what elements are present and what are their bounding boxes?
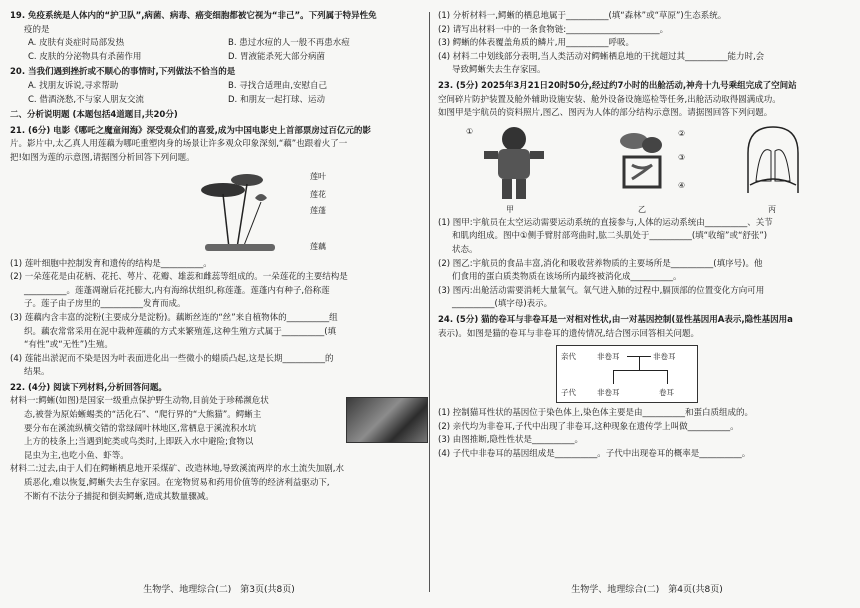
q21-line2: 片。影片中,太乙真人用莲藕为哪吒重塑肉身的场景让许多观众印象深刻,“藕”也跟着火了一 bbox=[10, 139, 348, 150]
q20-option-b: B. 寻找合适理由,安慰自己 bbox=[228, 80, 327, 91]
section-heading: 二、分析说明题 (本题包括4道题目,共20分) bbox=[10, 110, 178, 121]
m1-line4: 上方的枝条上;当遇到蛇类或鸟类时,上即跃入水中避险;食物以 bbox=[24, 437, 254, 448]
q24-sub3: (3) 由图推断,隐性性状是__________。 bbox=[438, 435, 583, 446]
q23-sub3a: (3) 图丙:出舱活动需要消耗大量氧气。氧气进入肺的过程中,膈顶部的位置变化方向可用 bbox=[438, 285, 765, 296]
q22-sub4a: (4) 材料二中划线部分表明,当人类活动对鳄蜥栖息地的干扰超过其__________能力时,会 bbox=[438, 51, 765, 62]
q22-sub2: (2) 请写出材料一中的一条食物链:______________________。 bbox=[438, 24, 669, 35]
ped-parent-label: 亲代 bbox=[561, 352, 576, 362]
q20-stem: 20. 当我们遇到挫折或不顺心的事情时,下列做法不恰当的是 bbox=[10, 67, 236, 78]
page-left bbox=[10, 10, 428, 600]
ped-child-2: 卷耳 bbox=[659, 388, 674, 398]
q19-option-a: A. 皮肤有炎症时局部发热 bbox=[28, 38, 125, 49]
q23-sub3b: __________(填字母)表示。 bbox=[452, 299, 553, 310]
label-lotus-pod: 莲蓬 bbox=[310, 205, 326, 215]
m2-line1: 材料二:过去,由于人们在鳄蜥栖息地开采煤矿、改造林地,导致溪流两岸的水土流失加剧,水 bbox=[10, 464, 344, 475]
q22-sub1: (1) 分析材料一,鳄蜥的栖息地属于__________(填“森林”或“草原”)生态系统。 bbox=[438, 11, 727, 21]
q22-sub4b: 导致鳄蜥失去生存家园。 bbox=[452, 65, 546, 76]
ped-parent-2: 非卷耳 bbox=[653, 352, 676, 362]
question-22 bbox=[10, 382, 428, 504]
digestive-figure bbox=[610, 123, 674, 201]
q24-line2: 表示)。如图是猫的卷耳与非卷耳的遗传情况,结合图示回答相关问题。 bbox=[438, 328, 700, 339]
q19-stem: 19. 免疫系统是人体内的“护卫队”,病菌、病毒、癌变细胞都被它视为“非己”。下列属于特异性免 bbox=[10, 11, 377, 21]
q24-sub2: (2) 亲代均为非卷耳,子代中出现了非卷耳,这种现象在遗传学上叫做__________。 bbox=[438, 421, 739, 432]
ped-parent-1: 非卷耳 bbox=[597, 352, 620, 362]
question-20 bbox=[10, 66, 428, 107]
q21-sub4a: (4) 莲能出淤泥而不染是因为叶表面进化出一些微小的蜡质凸起,这是长期__________的 bbox=[10, 353, 334, 364]
pedigree-chart bbox=[556, 345, 698, 403]
m1-line2: 态,被誉为原始蜥蜴类的“活化石”、“爬行界的“大熊猫”。鳄蜥主 bbox=[24, 410, 262, 421]
marker-2: ② bbox=[678, 128, 686, 138]
label-lotus-root: 莲藕 bbox=[310, 241, 326, 251]
q24-sub4: (4) 子代中非卷耳的基因组成是__________。子代中出现卷耳的概率是__________。 bbox=[438, 448, 751, 459]
q24-sub1: (1) 控制猫耳性状的基因位于染色体上,染色体主要是由__________和蛋白质组成的。 bbox=[438, 408, 753, 419]
question-19 bbox=[10, 10, 428, 64]
q19-option-d: D. 胃液能杀死大部分病菌 bbox=[228, 51, 325, 62]
q23-line3: 如图甲是宇航员的资料照片,图乙、图丙为人体的部分结构示意图。请据图回答下列问题。 bbox=[438, 108, 773, 119]
q21-sub3a: (3) 莲藕内含丰富的淀粉(主要成分是淀粉)。藕断丝连的“丝”来自植物体的__________组 bbox=[10, 312, 338, 323]
m1-line5: 昆虫为主,也吃小鱼、虾等。 bbox=[24, 450, 129, 461]
q21-sub2b: __________。莲蓬凋谢后花托膨大,内有海绵状组织,称莲蓬。莲蓬内有种子,俗称莲 bbox=[24, 285, 330, 296]
q21-sub2a: (2) 一朵莲花是由花柄、花托、萼片、花瓣、雄蕊和雌蕊等组成的。一朵莲花的主要结构是 bbox=[10, 272, 348, 283]
page-right bbox=[438, 10, 856, 600]
lizard-photo bbox=[346, 397, 428, 443]
q23-sub1a: (1) 图甲:宇航员在太空运动需要运动系统的直接参与,人体的运动系统由__________、关节 bbox=[438, 217, 773, 228]
lotus-figure bbox=[10, 168, 428, 256]
q21-sub1: (1) 莲叶细胞中控制发育和遗传的结构是__________。 bbox=[10, 258, 212, 269]
material-1 bbox=[10, 395, 428, 463]
q23-figures bbox=[438, 121, 856, 217]
marker-3: ③ bbox=[678, 152, 686, 162]
material-2 bbox=[10, 463, 428, 504]
astronaut-figure bbox=[474, 123, 554, 201]
q20-option-a: A. 找朋友诉说,寻求帮助 bbox=[28, 80, 119, 91]
question-23 bbox=[438, 80, 856, 312]
m1-line3: 要分布在溪流纵横交错的常绿阔叶林地区,常栖息于溪流积水坑 bbox=[24, 423, 257, 434]
m2-line3: 不断有不法分子捕捉和倒卖鳄蜥,造成其数量骤减。 bbox=[24, 491, 214, 502]
q21-sub4b: 结果。 bbox=[24, 367, 50, 378]
q21-line1: 21. (6分) 电影《哪吒之魔童闹海》深受观众们的喜爱,成为中国电影史上首部票房过百亿元的影 bbox=[10, 125, 371, 136]
question-22-cont bbox=[438, 10, 856, 78]
q24-line1: 24. (5分) 猫的卷耳与非卷耳是一对相对性状,由一对基因控制(显性基因用A表示,隐性基因用a bbox=[438, 314, 793, 325]
q21-line3: 把!如图为莲的示意图,请据图分析回答下列问题。 bbox=[10, 152, 195, 163]
q23-sub2b: 们食用的蛋白质类物质在该场所内最终被消化成__________。 bbox=[452, 272, 682, 283]
q22-sub3: (3) 鳄蜥的体表覆盖角质的鳞片,用__________呼吸。 bbox=[438, 38, 634, 49]
q19-stem-cont: 疫的是 bbox=[24, 24, 50, 35]
q21-sub3b: 织。藕农常常采用在泥中栽种莲藕的方式来繁殖莲,这种生殖方式属于__________(填 bbox=[24, 326, 337, 337]
q23-sub1b: 和肌肉组成。图中①侧手臂肘部弯曲时,肱二头肌处于__________(填“收缩”或“舒张”) bbox=[452, 231, 768, 242]
ped-child-label: 子代 bbox=[561, 388, 576, 398]
q21-sub2c: 子。莲子由子房里的__________发育而成。 bbox=[24, 299, 186, 310]
q23-line2: 空间碎片防护装置及舱外辅助设施安装、舱外设备设施巡检等任务,出舱活动取得圆满成功。 bbox=[438, 94, 781, 105]
lotus-drawing bbox=[185, 168, 305, 256]
m1-line1: 材料一:鳄蜥(如图)是国家一级重点保护野生动物,目前处于珍稀濒危状 bbox=[10, 396, 269, 407]
q19-option-b: B. 患过水痘的人一般不再患水痘 bbox=[228, 38, 350, 49]
figure-b-label: 乙 bbox=[638, 204, 646, 214]
thorax-figure bbox=[738, 123, 808, 197]
q20-option-c: C. 借酒浇愁,不与家人朋友交流 bbox=[28, 94, 145, 105]
q21-sub3c: “有性”或“无性”)生殖。 bbox=[24, 340, 113, 351]
figure-a-label: 甲 bbox=[506, 204, 514, 214]
q23-sub2a: (2) 图乙:宇航员的食品丰富,消化和吸收营养物质的主要场所是__________(填序号)。他 bbox=[438, 258, 763, 269]
marker-1: ① bbox=[466, 126, 474, 136]
m2-line2: 质恶化,难以恢复,鳄蜥失去生存家园。在宠物贸易和药用价值等的经济利益驱动下, bbox=[24, 478, 330, 489]
label-lotus-flower: 莲花 bbox=[310, 189, 326, 199]
marker-4: ④ bbox=[678, 180, 686, 190]
page-divider bbox=[429, 12, 430, 592]
q22-head: 22. (4分) 阅读下列材料,分析回答问题。 bbox=[10, 382, 167, 393]
q19-option-c: C. 皮肤的分泌物具有杀菌作用 bbox=[28, 51, 142, 62]
q20-option-d: D. 和朋友一起打球、运动 bbox=[228, 94, 325, 105]
ped-child-1: 非卷耳 bbox=[597, 388, 620, 398]
question-21 bbox=[10, 125, 428, 380]
q23-sub1c: 状态。 bbox=[452, 244, 478, 255]
page-footer-left: 生物学、地理综合(二) 第3页(共8页) bbox=[143, 585, 295, 596]
page-footer-right: 生物学、地理综合(二) 第4页(共8页) bbox=[571, 585, 723, 596]
q23-line1: 23. (5分) 2025年3月21日20时50分,经过约7小时的出舱活动,神舟十九号乘组完成了空间站 bbox=[438, 80, 797, 91]
question-24 bbox=[438, 314, 856, 462]
label-lotus-leaf: 莲叶 bbox=[310, 171, 326, 181]
figure-c-label: 丙 bbox=[768, 204, 776, 214]
